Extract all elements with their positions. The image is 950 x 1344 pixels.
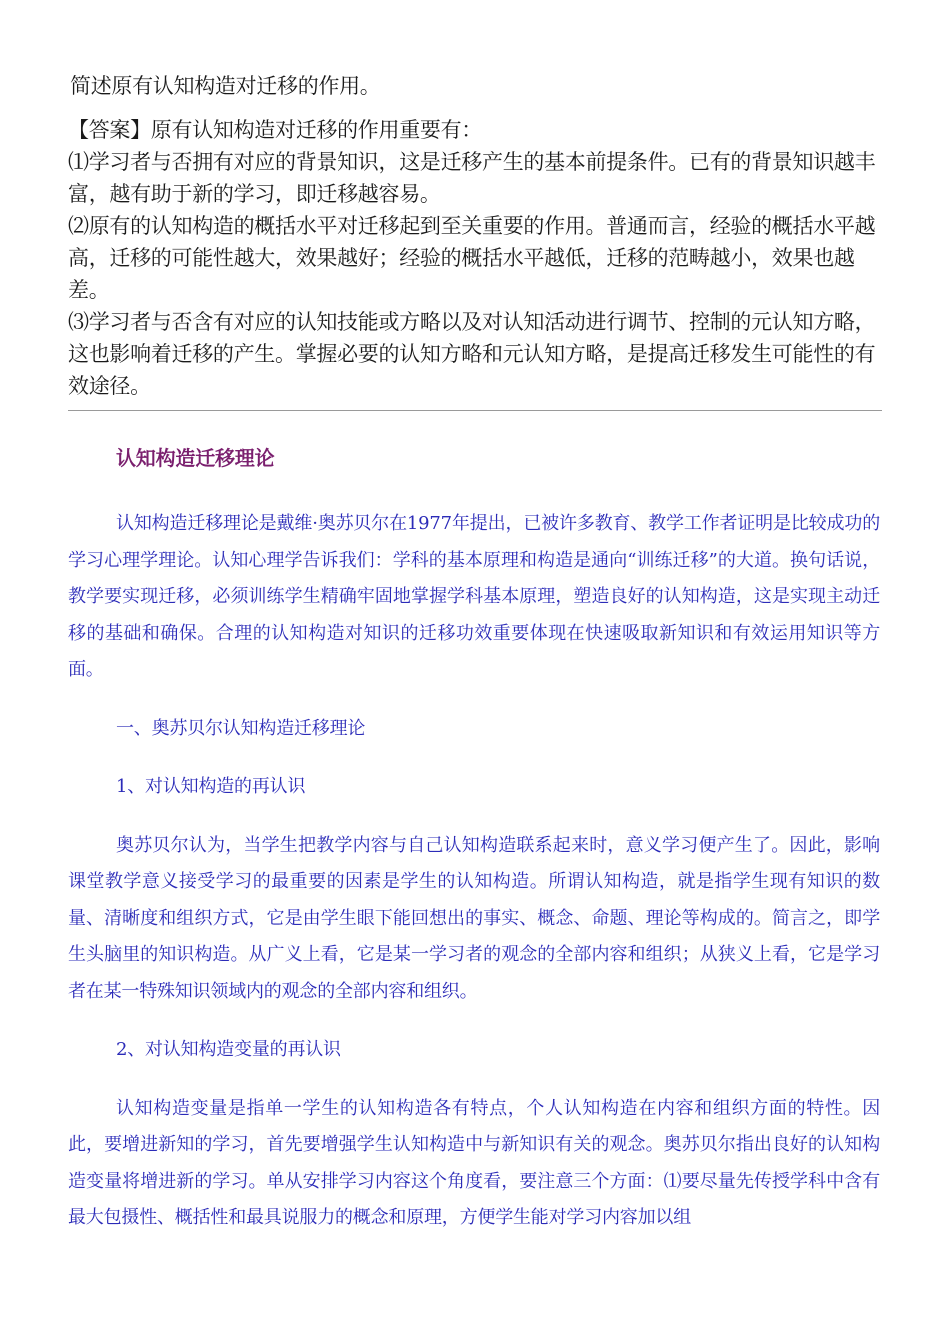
qa-block	[68, 70, 882, 402]
body-paragraph-1: 奥苏贝尔认为，当学生把教学内容与自己认知构造联系起来时，意义学习便产生了。因此，影响课堂教学意义接受学习的最重要的因素是学生的认知构造。所谓认知构造，就是指学生现有知识的数量、清晰度和组织方式，它是由学生眼下能回想出的事实、概念、命题、理论等构成的。简言之，即学生头脑里的知识构造。从广义上看，它是某一学习者的观念的全部内容和组织；从狭义上看，它是学习者在某一特殊知识领域内的观念的全部内容和组织。	[68, 834, 880, 1002]
article-title: 认知构造迁移理论	[116, 446, 275, 470]
answer-point-1: ⑴学习者与否拥有对应的背景知识，这是迁移产生的基本前提条件。已有的背景知识越丰富，越有助于新的学习，即迁移越容易。	[68, 150, 876, 206]
subsection-heading-1: 1、对认知构造的再认识	[116, 776, 306, 797]
section-divider	[68, 410, 882, 411]
intro-paragraph: 认知构造迁移理论是戴维·奥苏贝尔在1977年提出，已被许多教育、教学工作者证明是比较成功的学习心理学理论。认知心理学告诉我们：学科的基本原理和构造是通向“训练迁移”的大道。换句话说，教学要实现迁移，必须训练学生精确牢固地掌握学科基本原理，塑造良好的认知构造，这是实现主动迁移的基础和确保。合理的认知构造对知识的迁移功效重要体现在快速吸取新知识和有效运用知识等方面。	[68, 513, 880, 680]
body-paragraph-2: 认知构造变量是指单一学生的认知构造各有特点，个人认知构造在内容和组织方面的特性。因此，要增进新知的学习，首先要增强学生认知构造中与新知识有关的观念。奥苏贝尔指出良好的认知构造变量将增进新的学习。单从安排学习内容这个角度看，要注意三个方面：⑴要尽量先传授学科中含有最大包摄性、概括性和最具说服力的概念和原理，方便学生能对学习内容加以组	[68, 1097, 880, 1228]
answer-point-2: ⑵原有的认知构造的概括水平对迁移起到至关重要的作用。普通而言，经验的概括水平越高，迁移的可能性越大，效果越好；经验的概括水平越低，迁移的范畴越小，效果也越差。	[68, 214, 876, 302]
section-heading-1: 一、奥苏贝尔认知构造迁移理论	[116, 717, 366, 739]
answer-point-3: ⑶学习者与否含有对应的认知技能或方略以及对认知活动进行调节、控制的元认知方略，这也影响着迁移的产生。掌握必要的认知方略和元认知方略，是提高迁移发生可能性的有效途径。	[68, 310, 876, 398]
answer-heading: 【答案】原有认知构造对迁移的作用重要有：	[68, 118, 482, 142]
article-block	[68, 440, 880, 1237]
subsection-heading-2: 2、对认知构造变量的再认识	[116, 1039, 341, 1060]
question-text: 简述原有认知构造对迁移的作用。	[70, 74, 381, 98]
